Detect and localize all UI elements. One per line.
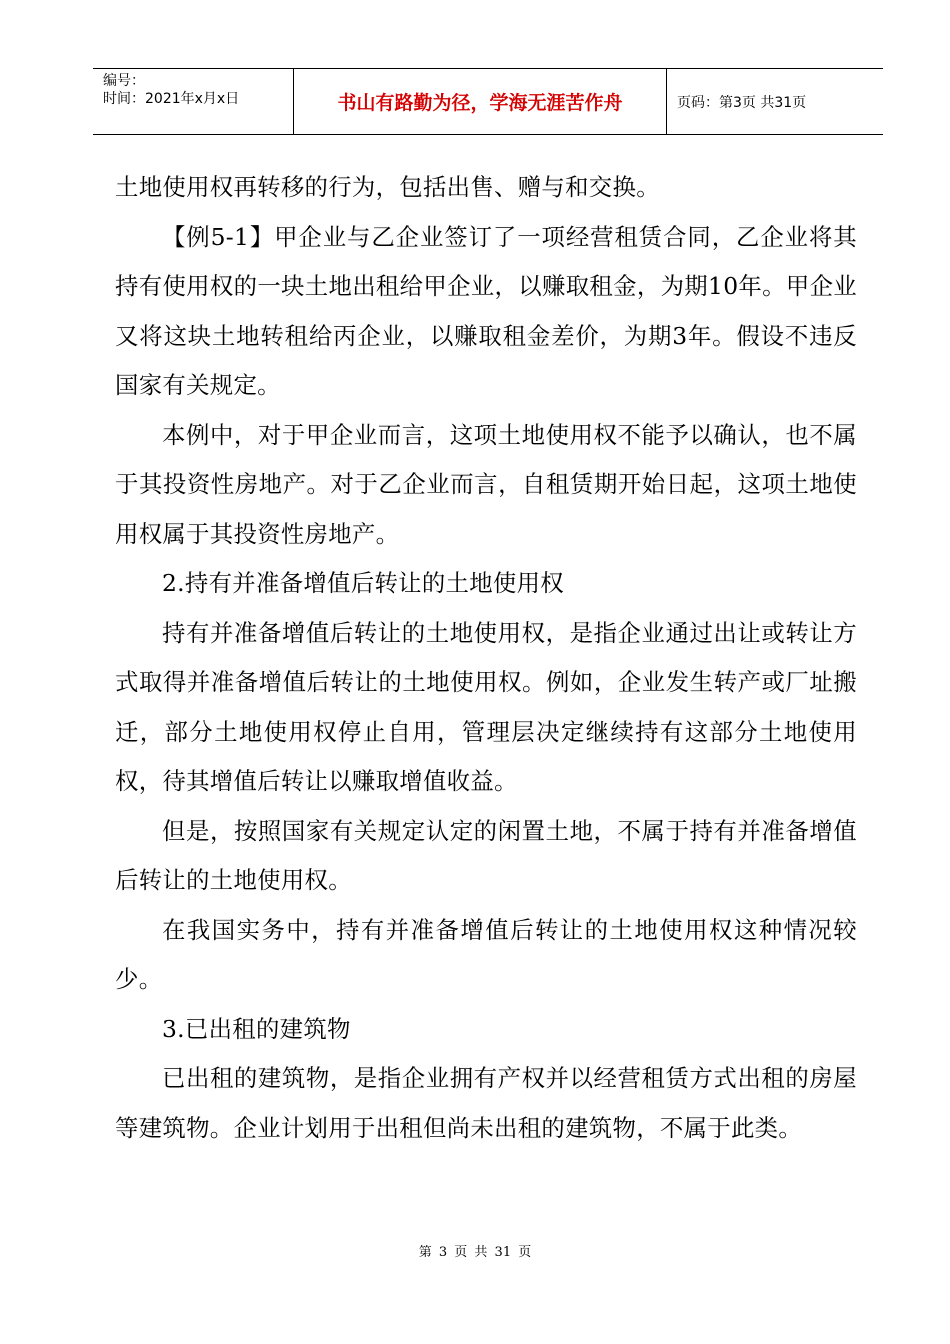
paragraph-example: 【例5-1】甲企业与乙企业签订了一项经营租赁合同，乙企业将其持有使用权的一块土地出租给甲企业，以赚取租金，为期10年。甲企业又将这块土地转租给丙企业，以赚取租金差价，为期3年。假设不违反国家有关规定。 — [115, 222, 857, 399]
header-info-cell — [93, 69, 294, 134]
document-body — [115, 163, 857, 1153]
paragraph-definition: 持有并准备增值后转让的土地使用权，是指企业通过出让或转让方式取得并准备增值后转让的土地使用权。例如，企业发生转产或厂址搬迁，部分土地使用权停止自用，管理层决定继续持有这部分土地使用权，待其增值后转让以赚取增值收益。 — [115, 618, 857, 795]
header-motto: 书山有路勤为径，学海无涯苦作舟 — [337, 92, 623, 114]
paragraph-example-analysis: 本例中，对于甲企业而言，这项土地使用权不能予以确认，也不属于其投资性房地产。对于乙企业而言，自租赁期开始日起，这项土地使用权属于其投资性房地产。 — [115, 420, 857, 548]
document-time-label: 时间：2021年x月x日 — [103, 91, 240, 107]
header-page-cell — [667, 69, 883, 134]
header-page-code: 页码：第3页 共31页 — [677, 95, 807, 111]
page-header — [93, 68, 883, 135]
paragraph-buildings: 已出租的建筑物，是指企业拥有产权并以经营租赁方式出租的房屋等建筑物。企业计划用于出租但尚未出租的建筑物，不属于此类。 — [115, 1064, 857, 1142]
paragraph-practice: 在我国实务中，持有并准备增值后转让的土地使用权这种情况较少。 — [115, 915, 857, 993]
section-heading-3: 3.已出租的建筑物 — [162, 1014, 351, 1043]
paragraph-exception: 但是，按照国家有关规定认定的闲置土地，不属于持有并准备增值后转让的土地使用权。 — [115, 816, 857, 894]
section-heading-2: 2.持有并准备增值后转让的土地使用权 — [162, 569, 564, 597]
header-motto-cell — [294, 69, 667, 134]
page-footer: 第 3 页 共 31 页 — [418, 1245, 532, 1260]
paragraph-continuation: 土地使用权再转移的行为，包括出售、赠与和交换。 — [115, 173, 660, 201]
document-number-label: 编号： — [103, 73, 145, 89]
